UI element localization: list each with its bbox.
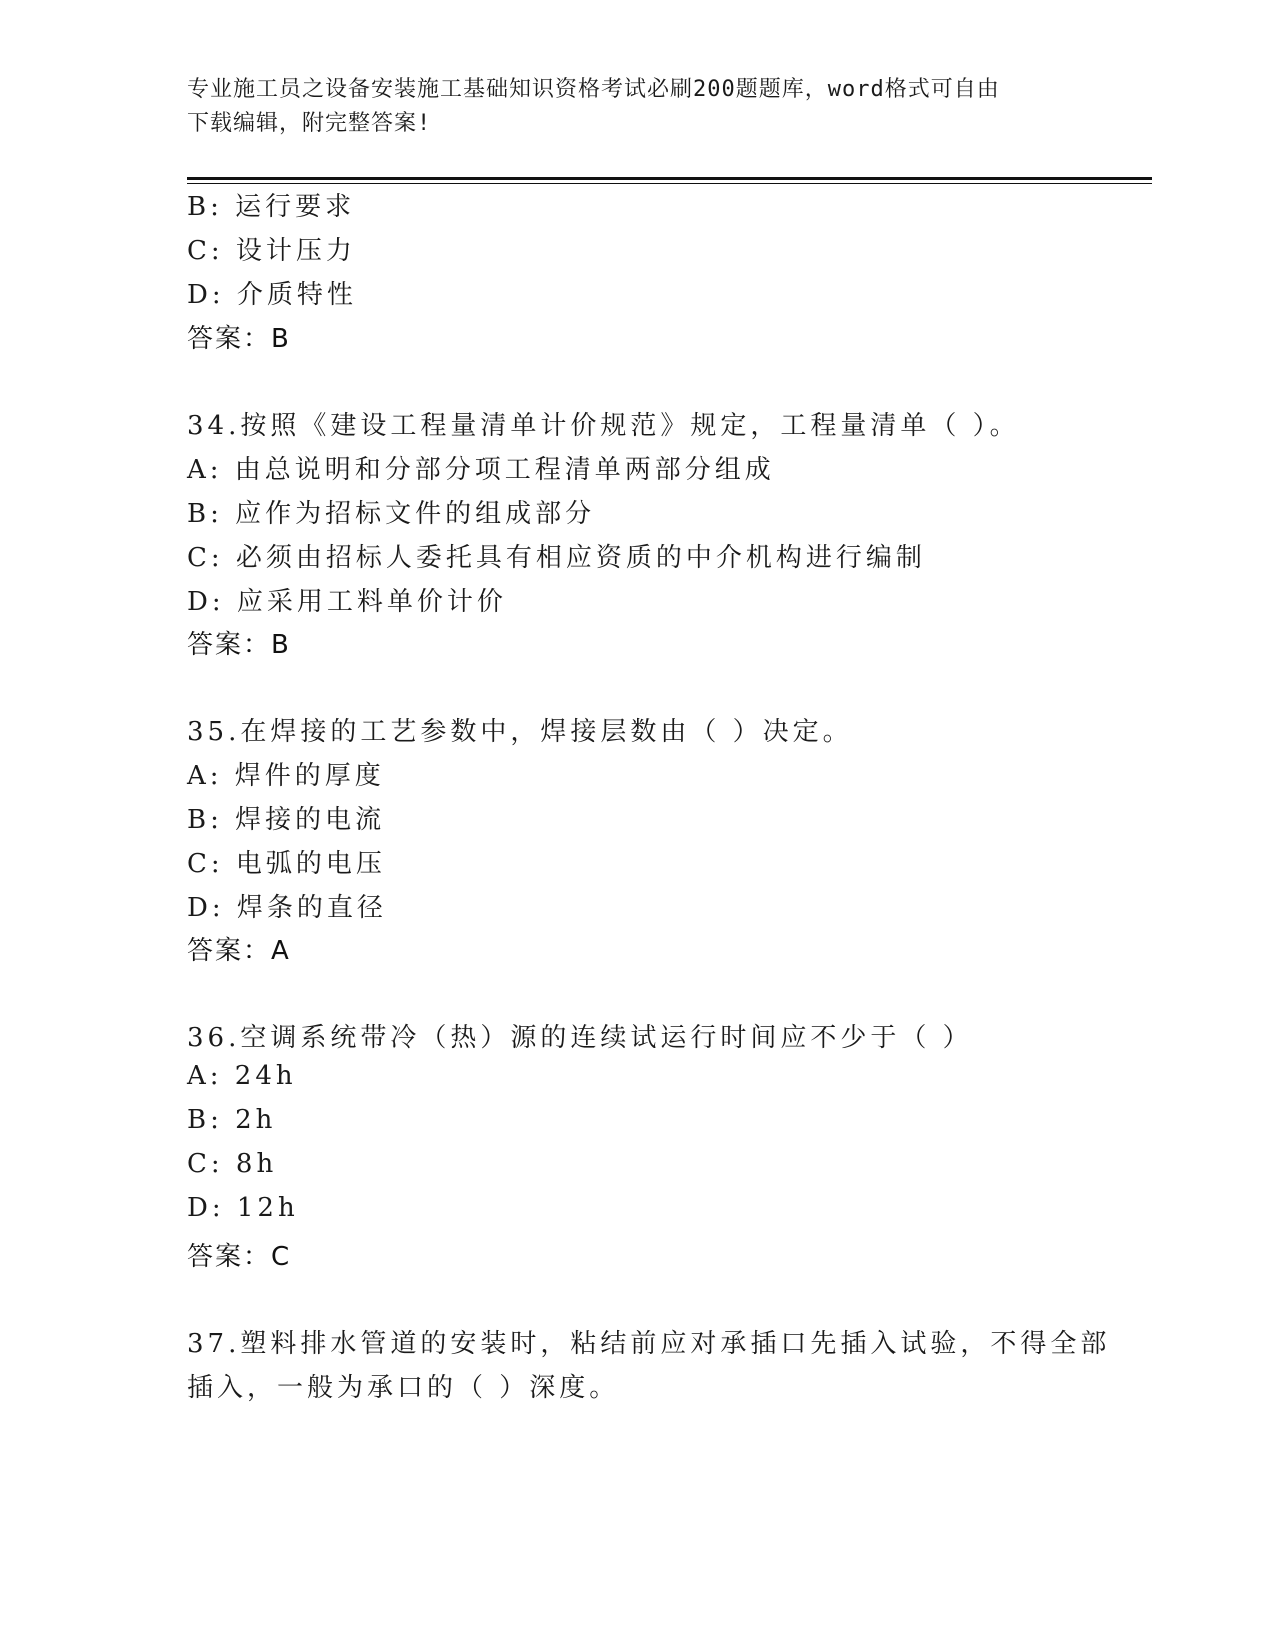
q37-stem-line-1: 37.塑料排水管道的安装时，粘结前应对承插口先插入试验，不得全部: [187, 1329, 1111, 1359]
q36-option-c: C: 8h: [187, 1149, 278, 1179]
q34-option-d: D: 应采用工料单价计价: [187, 587, 507, 617]
q36-option-a: A: 24h: [187, 1061, 297, 1091]
q34-stem: 34.按照《建设工程量清单计价规范》规定，工程量清单（ ）。: [187, 411, 1020, 441]
q36-option-b: B: 2h: [187, 1105, 277, 1135]
q37-stem-line-2: 插入，一般为承口的（ ）深度。: [187, 1373, 620, 1403]
q33-option-b: B: 运行要求: [187, 192, 356, 222]
q35-stem: 35.在焊接的工艺参数中，焊接层数由（ ）决定。: [187, 717, 853, 747]
q34-option-c: C: 必须由招标人委托具有相应资质的中介机构进行编制: [187, 543, 926, 573]
q34-option-b: B: 应作为招标文件的组成部分: [187, 499, 596, 529]
document-header: [187, 73, 1067, 141]
q36-option-d: D: 12h: [187, 1193, 299, 1223]
q35-option-d: D: 焊条的直径: [187, 893, 387, 923]
q35-answer: 答案：A: [187, 936, 291, 966]
q33-answer: 答案：B: [187, 324, 291, 354]
header-divider-thin: [187, 183, 1152, 184]
q34-answer: 答案：B: [187, 630, 291, 660]
q35-option-c: C: 电弧的电压: [187, 849, 386, 879]
header-line-1: 专业施工员之设备安装施工基础知识资格考试必刷200题题库，word格式可自由: [187, 77, 1000, 102]
q36-answer: 答案：C: [187, 1242, 292, 1272]
q33-option-d: D: 介质特性: [187, 280, 357, 310]
q35-option-b: B: 焊接的电流: [187, 805, 386, 835]
q35-option-a: A: 焊件的厚度: [187, 761, 385, 791]
header-line-2: 下载编辑，附完整答案!: [187, 111, 432, 136]
q36-stem: 36.空调系统带冷（热）源的连续试运行时间应不少于（ ）: [187, 1023, 973, 1053]
q34-option-a: A: 由总说明和分部分项工程清单两部分组成: [187, 455, 775, 485]
header-divider-thick: [187, 177, 1152, 180]
q33-option-c: C: 设计压力: [187, 236, 356, 266]
